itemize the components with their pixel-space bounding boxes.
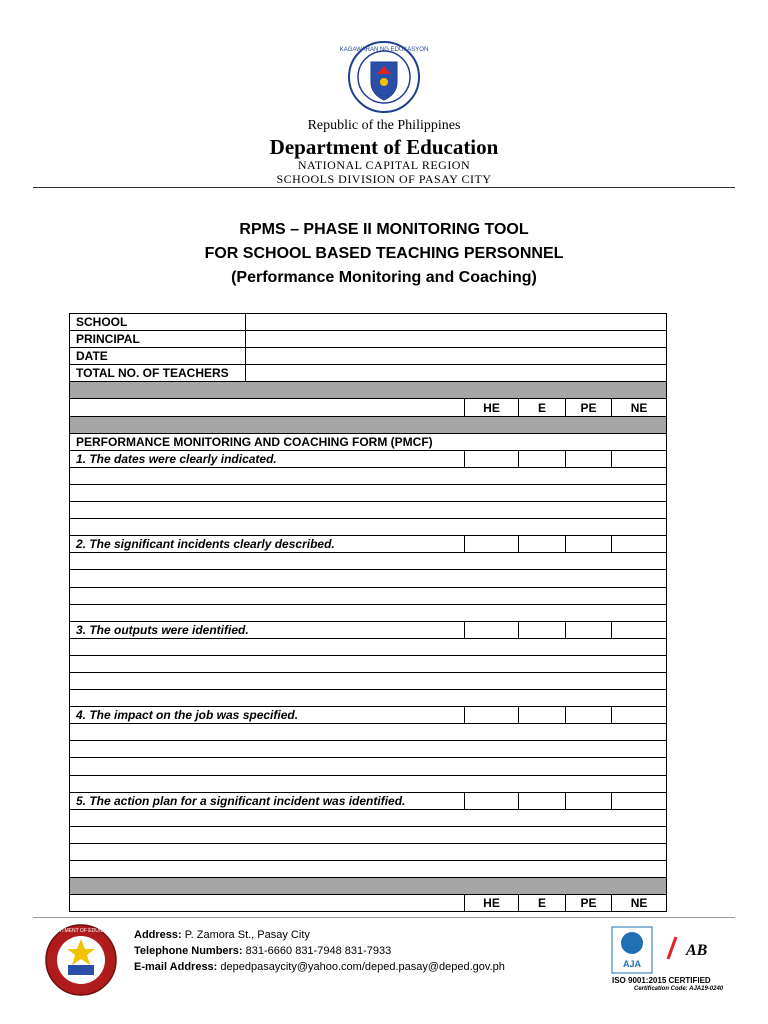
rating-pe-footer: PE: [566, 895, 612, 912]
rating-ne: NE: [612, 399, 667, 416]
rating-header-blank: [70, 399, 465, 416]
rating-cell-pe[interactable]: [566, 792, 612, 809]
rating-ne-footer: NE: [612, 895, 667, 912]
rating-cell-ne[interactable]: [612, 536, 667, 553]
criteria-row: [70, 450, 667, 467]
notes-row: [70, 655, 667, 672]
rating-cell-ne[interactable]: [612, 450, 667, 467]
notes-cell[interactable]: [70, 861, 667, 878]
gray-cell: [70, 878, 667, 895]
section-title: PERFORMANCE MONITORING AND COACHING FORM (PMCF): [70, 433, 667, 450]
rating-cell-ne[interactable]: [612, 707, 667, 724]
info-row-principal: [70, 331, 667, 348]
notes-row: [70, 741, 667, 758]
gray-cell: [70, 416, 667, 433]
info-row-teachers: [70, 365, 667, 382]
notes-cell[interactable]: [70, 502, 667, 519]
notes-row: [70, 587, 667, 604]
criteria-text: 2. The significant incidents clearly described.: [70, 536, 465, 553]
notes-cell[interactable]: [70, 587, 667, 604]
notes-cell[interactable]: [70, 775, 667, 792]
rating-he-footer: HE: [465, 895, 519, 912]
notes-cell[interactable]: [70, 604, 667, 621]
division-line: SCHOOLS DIVISION OF PASAY CITY: [276, 172, 492, 186]
notes-row: [70, 826, 667, 843]
criteria-row: [70, 707, 667, 724]
gray-separator: [70, 878, 667, 895]
rating-cell-he[interactable]: [465, 621, 519, 638]
gray-separator: [70, 382, 667, 399]
rating-cell-he[interactable]: [465, 536, 519, 553]
notes-row: [70, 758, 667, 775]
notes-cell[interactable]: [70, 519, 667, 536]
seal-text: KAGAWARAN NG EDUKASYON: [339, 47, 429, 53]
notes-cell[interactable]: [70, 826, 667, 843]
notes-cell[interactable]: [70, 467, 667, 484]
label-school: SCHOOL: [70, 314, 246, 331]
email-value[interactable]: depedpasaycity@yahoo.com/deped.pasay@deped.gov.ph: [220, 961, 505, 973]
notes-row: [70, 809, 667, 826]
criteria-text: 1. The dates were clearly indicated.: [70, 450, 465, 467]
rating-cell-pe[interactable]: [566, 536, 612, 553]
republic-line: Republic of the Philippines: [307, 118, 461, 133]
email-label: E-mail Address:: [134, 961, 218, 973]
address-value: P. Zamora St., Pasay City: [184, 929, 310, 941]
notes-cell[interactable]: [70, 655, 667, 672]
header-divider: [33, 187, 735, 188]
notes-cell[interactable]: [70, 724, 667, 741]
rating-e: E: [519, 399, 566, 416]
monitoring-form-table: [69, 313, 667, 912]
notes-row: [70, 861, 667, 878]
criteria-text: 5. The action plan for a significant incident was identified.: [70, 792, 465, 809]
info-row-date: [70, 348, 667, 365]
rating-cell-pe[interactable]: [566, 707, 612, 724]
doc-title-line1: RPMS – PHASE II MONITORING TOOL: [239, 221, 529, 238]
gray-separator: [70, 416, 667, 433]
rating-cell-pe[interactable]: [566, 450, 612, 467]
rating-e-footer: E: [519, 895, 566, 912]
notes-cell[interactable]: [70, 638, 667, 655]
notes-row: [70, 484, 667, 501]
criteria-row: [70, 792, 667, 809]
total-teachers-field[interactable]: [246, 365, 667, 382]
address-line: [134, 929, 310, 941]
gray-cell: [70, 382, 667, 399]
rating-header-row: [70, 399, 667, 416]
email-line: [134, 961, 505, 973]
notes-cell[interactable]: [70, 570, 667, 587]
region-line: NATIONAL CAPITAL REGION: [297, 158, 471, 172]
notes-row: [70, 843, 667, 860]
rating-cell-e[interactable]: [519, 707, 566, 724]
school-field[interactable]: [246, 314, 667, 331]
criteria-text: 3. The outputs were identified.: [70, 621, 465, 638]
notes-cell[interactable]: [70, 843, 667, 860]
rating-pe: PE: [566, 399, 612, 416]
notes-cell[interactable]: [70, 690, 667, 707]
cert-aja-text: AJA: [622, 959, 642, 969]
certification-code: Certification Code: AJA19-0240: [634, 986, 724, 992]
phone-label: Telephone Numbers:: [134, 945, 243, 957]
rating-cell-ne[interactable]: [612, 792, 667, 809]
rating-cell-e[interactable]: [519, 621, 566, 638]
phone-line: [134, 945, 391, 957]
rating-footer-blank: [70, 895, 465, 912]
info-row-school: [70, 314, 667, 331]
iso-certified-text: ISO 9001:2015 CERTIFIED: [612, 976, 711, 985]
division-logo-text: DEPARTMENT OF EDUCATION: [44, 928, 118, 934]
notes-row: [70, 502, 667, 519]
rating-cell-pe[interactable]: [566, 621, 612, 638]
notes-cell[interactable]: [70, 758, 667, 775]
label-principal: PRINCIPAL: [70, 331, 246, 348]
notes-row: [70, 519, 667, 536]
date-field[interactable]: [246, 348, 667, 365]
rating-cell-ne[interactable]: [612, 621, 667, 638]
notes-row: [70, 638, 667, 655]
notes-row: [70, 690, 667, 707]
rating-cell-e[interactable]: [519, 450, 566, 467]
notes-row: [70, 553, 667, 570]
notes-row: [70, 724, 667, 741]
label-date: DATE: [70, 348, 246, 365]
cert-ab-text: AB: [686, 942, 708, 959]
notes-row: [70, 570, 667, 587]
rating-cell-e[interactable]: [519, 536, 566, 553]
division-logo: [44, 923, 118, 997]
notes-cell[interactable]: [70, 809, 667, 826]
notes-cell[interactable]: [70, 484, 667, 501]
label-total-teachers: TOTAL NO. OF TEACHERS: [70, 365, 246, 382]
criteria-row: [70, 536, 667, 553]
notes-cell[interactable]: [70, 741, 667, 758]
notes-cell[interactable]: [70, 553, 667, 570]
deped-seal-logo: [339, 40, 429, 114]
rating-cell-e[interactable]: [519, 792, 566, 809]
rating-cell-he[interactable]: [465, 707, 519, 724]
footer-divider: [33, 917, 735, 918]
section-title-row: [70, 433, 667, 450]
notes-row: [70, 467, 667, 484]
criteria-text: 4. The impact on the job was specified.: [70, 707, 465, 724]
notes-row: [70, 672, 667, 689]
address-label: Address:: [134, 929, 182, 941]
rating-he: HE: [465, 399, 519, 416]
principal-field[interactable]: [246, 331, 667, 348]
phone-value: 831-6660 831-7948 831-7933: [245, 945, 392, 957]
department-name: Department of Education: [269, 135, 499, 159]
rating-cell-he[interactable]: [465, 792, 519, 809]
rating-footer-row: [70, 895, 667, 912]
notes-cell[interactable]: [70, 672, 667, 689]
notes-row: [70, 604, 667, 621]
criteria-row: [70, 621, 667, 638]
notes-row: [70, 775, 667, 792]
doc-title-line3: (Performance Monitoring and Coaching): [231, 269, 537, 286]
doc-title-line2: FOR SCHOOL BASED TEACHING PERSONNEL: [204, 245, 564, 262]
rating-cell-he[interactable]: [465, 450, 519, 467]
